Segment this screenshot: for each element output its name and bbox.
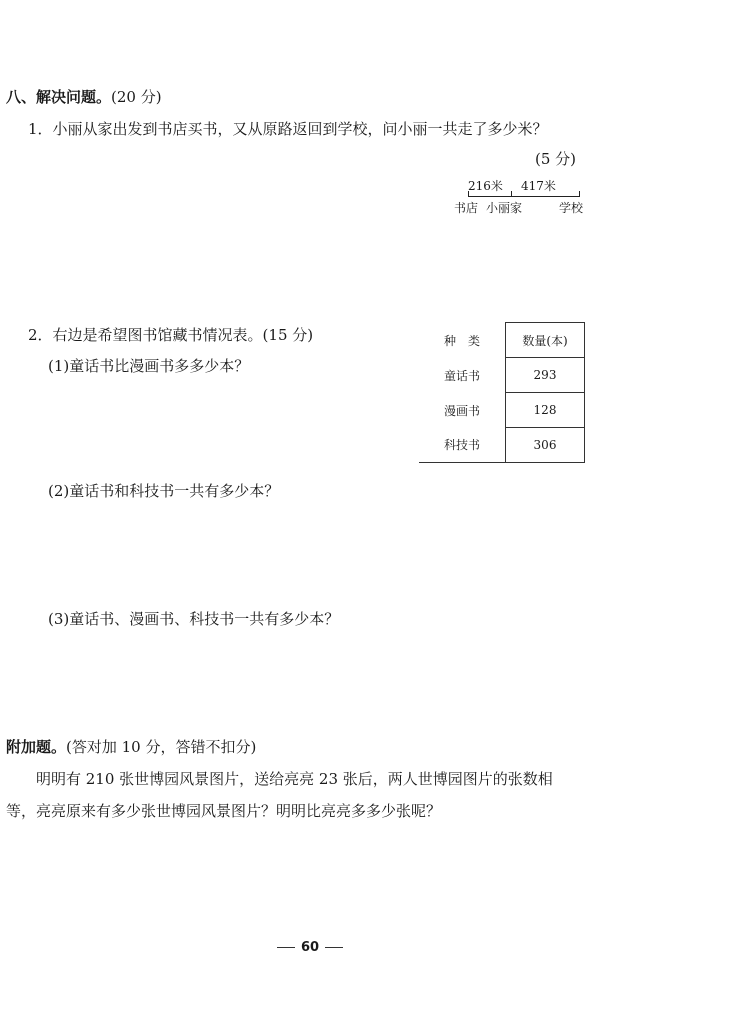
route-line [468,196,580,197]
question-2-sub-1: (1)童话书比漫画书多多少本？ [48,357,250,375]
page-dash-left [277,947,295,948]
place-store: 书店 [454,201,479,215]
bonus-heading [6,736,256,757]
route-diagram [448,174,588,218]
question-1-text: 1．小丽从家出发到书店买书，又从原路返回到学校，问小丽一共走了多少米？ [28,120,548,138]
route-tick-school [579,191,580,196]
question-2-sub-2: (2)童话书和科技书一共有多少本？ [48,482,280,500]
table-row [419,358,585,393]
table-cell-quantity: 128 [506,393,585,428]
question-2-sub-3: (3)童话书、漫画书、科技书一共有多少本？ [48,610,340,628]
bonus-text-line-1: 明明有 210 张世博园风景图片，送给亮亮 23 张后，两人世博园图片的张数相 [36,770,553,788]
place-home: 小丽家 [486,201,523,215]
table-header-quantity: 数量(本) [506,323,585,358]
place-school: 学校 [559,201,584,215]
page-number [270,940,350,955]
table-cell-category: 漫画书 [443,403,480,418]
section-8-points: (20 分) [111,88,162,106]
table-cell-category: 童话书 [443,368,480,383]
question-1-score: (5 分) [535,150,577,168]
page-number-value: 60 [300,940,320,955]
table-cell-category: 科技书 [419,428,506,463]
page-dash-right [325,947,343,948]
table-row [419,428,585,463]
route-tick-store [468,191,469,196]
section-8-title: 八、解决问题。 [6,88,112,106]
table-header-row [419,323,585,358]
table-row [419,393,585,428]
bonus-text-line-2: 等，亮亮原来有多少张世博园风景图片？明明比亮亮多多少张呢？ [6,802,442,820]
route-tick-home [511,191,512,196]
table-header-category: 种 类 [443,333,480,348]
book-table [419,322,585,463]
distance-store-home: 216米 [468,179,503,193]
bonus-title: 附加题。 [6,738,67,756]
section-8-heading [6,86,162,107]
table-cell-quantity: 293 [506,358,585,393]
distance-home-school: 417米 [521,179,556,193]
table-cell-quantity: 306 [506,428,585,463]
bonus-note: (答对加 10 分，答错不扣分) [66,738,257,756]
question-2-text: 2．右边是希望图书馆藏书情况表。(15 分) [28,326,314,344]
